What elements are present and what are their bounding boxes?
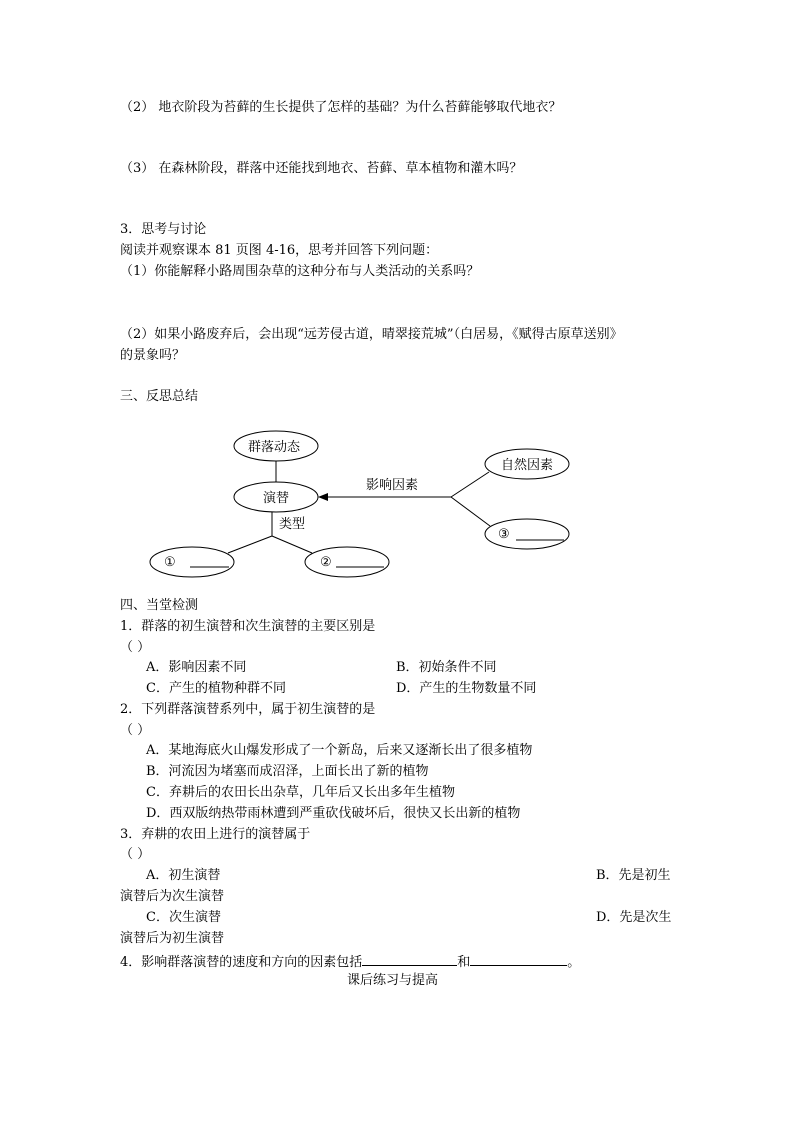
q4-suffix: 。 xyxy=(567,955,581,970)
q1-option-d: D．产生的生物数量不同 xyxy=(396,681,537,696)
reflection-heading: 三、反思总结 xyxy=(120,389,199,404)
q1-option-a: A．影响因素不同 xyxy=(146,660,247,675)
types-label: 类型 xyxy=(279,517,306,532)
node-succession-label: 演替 xyxy=(263,491,290,506)
q4-blank-2[interactable] xyxy=(470,952,567,966)
node-blank2 xyxy=(305,547,389,577)
question-3: （3） 在森林阶段，群落中还能找到地衣、苔藓、草本植物和灌木吗？ xyxy=(120,161,523,176)
q3-option-b-part1: B．先是初生 xyxy=(596,868,671,883)
q2-option-d: D．西双版纳热带雨林遭到严重砍伐破坏后，很快又长出新的植物 xyxy=(146,806,521,821)
q3-option-d-part2: 演替后为初生演替 xyxy=(120,931,225,946)
q1-option-b: B．初始条件不同 xyxy=(396,660,497,675)
discussion-q2-line2: 的景象吗？ xyxy=(120,348,186,363)
q3-stem: 3．弃耕的农田上进行的演替属于 xyxy=(120,827,311,842)
factors-label: 影响因素 xyxy=(366,478,419,493)
discussion-heading: 3．思考与讨论 xyxy=(120,222,207,237)
node-dynamics-label: 群落动态 xyxy=(248,440,301,455)
q2-stem: 2．下列群落演替系列中，属于初生演替的是 xyxy=(120,702,376,717)
q4-middle: 和 xyxy=(457,955,471,970)
node-blank1 xyxy=(150,547,234,577)
q1-paren: （ ） xyxy=(120,640,151,655)
footer-title: 课后练习与提高 xyxy=(347,973,439,988)
node-blank2-label: ② xyxy=(320,555,332,570)
discussion-q2-line1: （2）如果小路废弃后，会出现“远芳侵古道，晴翠接荒城”（白居易，《赋得古原草送别》 xyxy=(120,327,623,342)
discussion-intro: 阅读并观察课本 81 页图 4-16，思考并回答下列问题： xyxy=(120,243,439,258)
q2-option-c: C．弃耕后的农田长出杂草，几年后又长出多年生植物 xyxy=(146,785,455,800)
q1-stem: 1．群落的初生演替和次生演替的主要区别是 xyxy=(120,619,376,634)
question-2: （2） 地衣阶段为苔藓的生长提供了怎样的基础？为什么苔藓能够取代地衣？ xyxy=(120,100,562,115)
q3-option-b-part2: 演替后为次生演替 xyxy=(120,889,225,904)
q2-paren: （ ） xyxy=(120,723,151,738)
arrow-head xyxy=(318,493,328,501)
node-blank1-label: ① xyxy=(164,555,176,570)
test-heading: 四、当堂检测 xyxy=(120,598,199,613)
q4-line xyxy=(120,952,580,971)
node-natural-label: 自然因素 xyxy=(501,458,554,473)
node-blank3-label: ③ xyxy=(498,527,510,542)
q3-option-a: A．初生演替 xyxy=(146,868,221,883)
q4-blank-1[interactable] xyxy=(362,952,457,966)
q3-option-c: C．次生演替 xyxy=(146,910,221,925)
q1-option-c: C．产生的植物种群不同 xyxy=(146,681,286,696)
q3-paren: （ ） xyxy=(120,847,151,862)
q2-option-b: B．河流因为堵塞而成沼泽，上面长出了新的植物 xyxy=(146,764,429,779)
q4-prefix: 4．影响群落演替的速度和方向的因素包括 xyxy=(120,955,363,970)
discussion-q1: （1）你能解释小路周围杂草的这种分布与人类活动的关系吗？ xyxy=(120,264,480,279)
q3-option-d-part1: D．先是次生 xyxy=(596,910,672,925)
q2-option-a: A．某地海底火山爆发形成了一个新岛，后来又逐渐长出了很多植物 xyxy=(146,743,533,758)
